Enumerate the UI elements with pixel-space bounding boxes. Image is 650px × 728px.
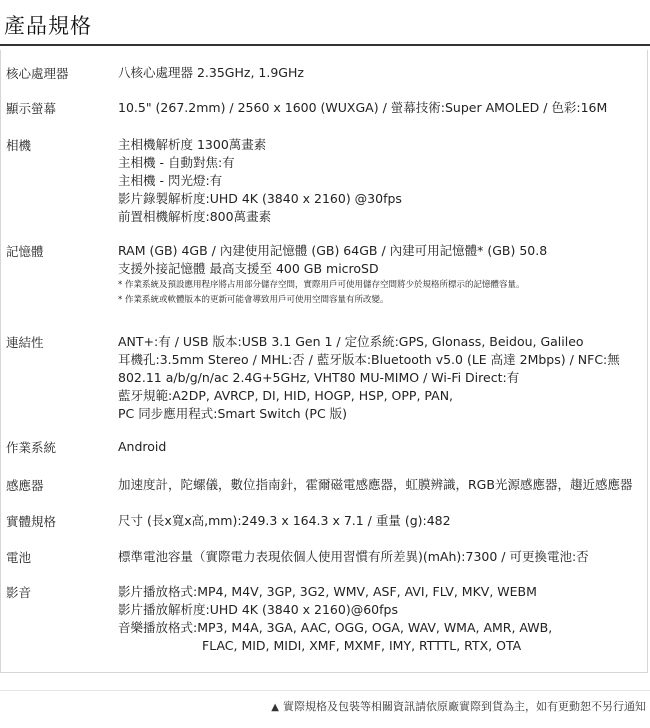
spec-value-line: 標準電池容量（實際電力表現依個人使用習慣有所差異)(mAh):7300 / 可更換電池:否 [118, 549, 589, 564]
spec-value-line: 加速度計，陀螺儀，數位指南針，霍爾磁電感應器，虹膜辨識，RGB光源感應器，趨近感應器 [118, 477, 633, 492]
spec-value [118, 242, 648, 308]
spec-value-line: 影片播放解析度:UHD 4K (3840 x 2160)@60fps [118, 602, 398, 617]
spec-value-line: 藍牙規範:A2DP, AVRCP, DI, HID, HOGP, HSP, OPP, PAN, [118, 388, 454, 403]
spec-value-line: 主相機 - 自動對焦:有 [118, 155, 235, 170]
spec-label: 電池 [6, 550, 32, 565]
spec-label: 連結性 [6, 335, 44, 350]
spec-value-line: FLAC, MID, MIDI, XMF, MXMF, IMY, RTTTL, RTX, OTA [202, 638, 522, 653]
spec-label: 作業系統 [6, 440, 57, 455]
spec-value-line: ANT+:有 / USB 版本:USB 3.1 Gen 1 / 定位系統:GPS, Glonass, Beidou, Galileo [118, 334, 584, 349]
spec-value-line: RAM (GB) 4GB / 內建使用記憶體 (GB) 64GB / 內建可用記憶體* (GB) 50.8 [118, 243, 548, 258]
triangle-up-icon: ▲ [271, 702, 279, 713]
spec-label: 顯示螢幕 [6, 101, 57, 116]
footer-notice-text: 實際規格及包裝等相關資訊請依原廠實際到貨為主，如有更動恕不另行通知 [283, 700, 646, 713]
spec-value-line: 前置相機解析度:800萬畫素 [118, 209, 272, 224]
spec-footnote: * 作業系統及預設應用程序將占用部分儲存空間，實際用戶可使用儲存空間將少於規格所標示的記憶體容量。 [118, 280, 525, 290]
spec-value-line: 影片播放格式:MP4, M4V, 3GP, 3G2, WMV, ASF, AVI, FLV, MKV, WEBM [118, 584, 537, 599]
footer-notice-content [271, 698, 646, 714]
spec-value [118, 438, 648, 456]
spec-value-line: 802.11 a/b/g/n/ac 2.4G+5GHz, VHT80 MU-MIMO / Wi-Fi Direct:有 [118, 370, 520, 385]
spec-value-line: 主相機解析度 1300萬畫素 [118, 137, 267, 152]
spec-value-line: Android [118, 439, 167, 454]
page-title: 產品規格 [4, 14, 92, 38]
title-divider [0, 44, 650, 46]
spec-value [118, 476, 648, 494]
spec-value-line: 影片錄製解析度:UHD 4K (3840 x 2160) @30fps [118, 191, 402, 206]
spec-label: 相機 [6, 138, 32, 153]
spec-value [118, 64, 648, 82]
spec-value-line: 耳機孔:3.5mm Stereo / MHL:否 / 藍牙版本:Bluetooth v5.0 (LE 高達 2Mbps) / NFC:無 [118, 352, 620, 367]
spec-label: 影音 [6, 585, 32, 600]
spec-value [118, 136, 648, 226]
spec-value [118, 548, 648, 566]
spec-value-line: 八核心處理器 2.35GHz, 1.9GHz [118, 65, 304, 80]
spec-label: 實體規格 [6, 514, 57, 529]
spec-label: 感應器 [6, 478, 44, 493]
spec-label: 核心處理器 [6, 66, 69, 81]
spec-value-line: 音樂播放格式:MP3, M4A, 3GA, AAC, OGG, OGA, WAV, WMA, AMR, AWB, [118, 620, 553, 635]
spec-value-line: 主相機 - 閃光燈:有 [118, 173, 223, 188]
spec-value-line: PC 同步應用程式:Smart Switch (PC 版) [118, 406, 348, 421]
spec-label: 記憶體 [6, 244, 44, 259]
spec-value [118, 583, 648, 655]
spec-value [118, 512, 648, 530]
footer-notice [0, 690, 650, 719]
spec-value [118, 333, 648, 423]
spec-footnote: * 作業系統或軟體版本的更新可能會導致用戶可使用空間容量有所改變。 [118, 295, 389, 305]
spec-value [118, 99, 648, 117]
spec-value-line: 10.5" (267.2mm) / 2560 x 1600 (WUXGA) / 螢幕技術:Super AMOLED / 色彩:16M [118, 100, 608, 115]
spec-value-line: 尺寸 (長x寬x高,mm):249.3 x 164.3 x 7.1 / 重量 (g):482 [118, 513, 451, 528]
spec-value-line: 支援外接記憶體 最高支援至 400 GB microSD [118, 261, 379, 276]
